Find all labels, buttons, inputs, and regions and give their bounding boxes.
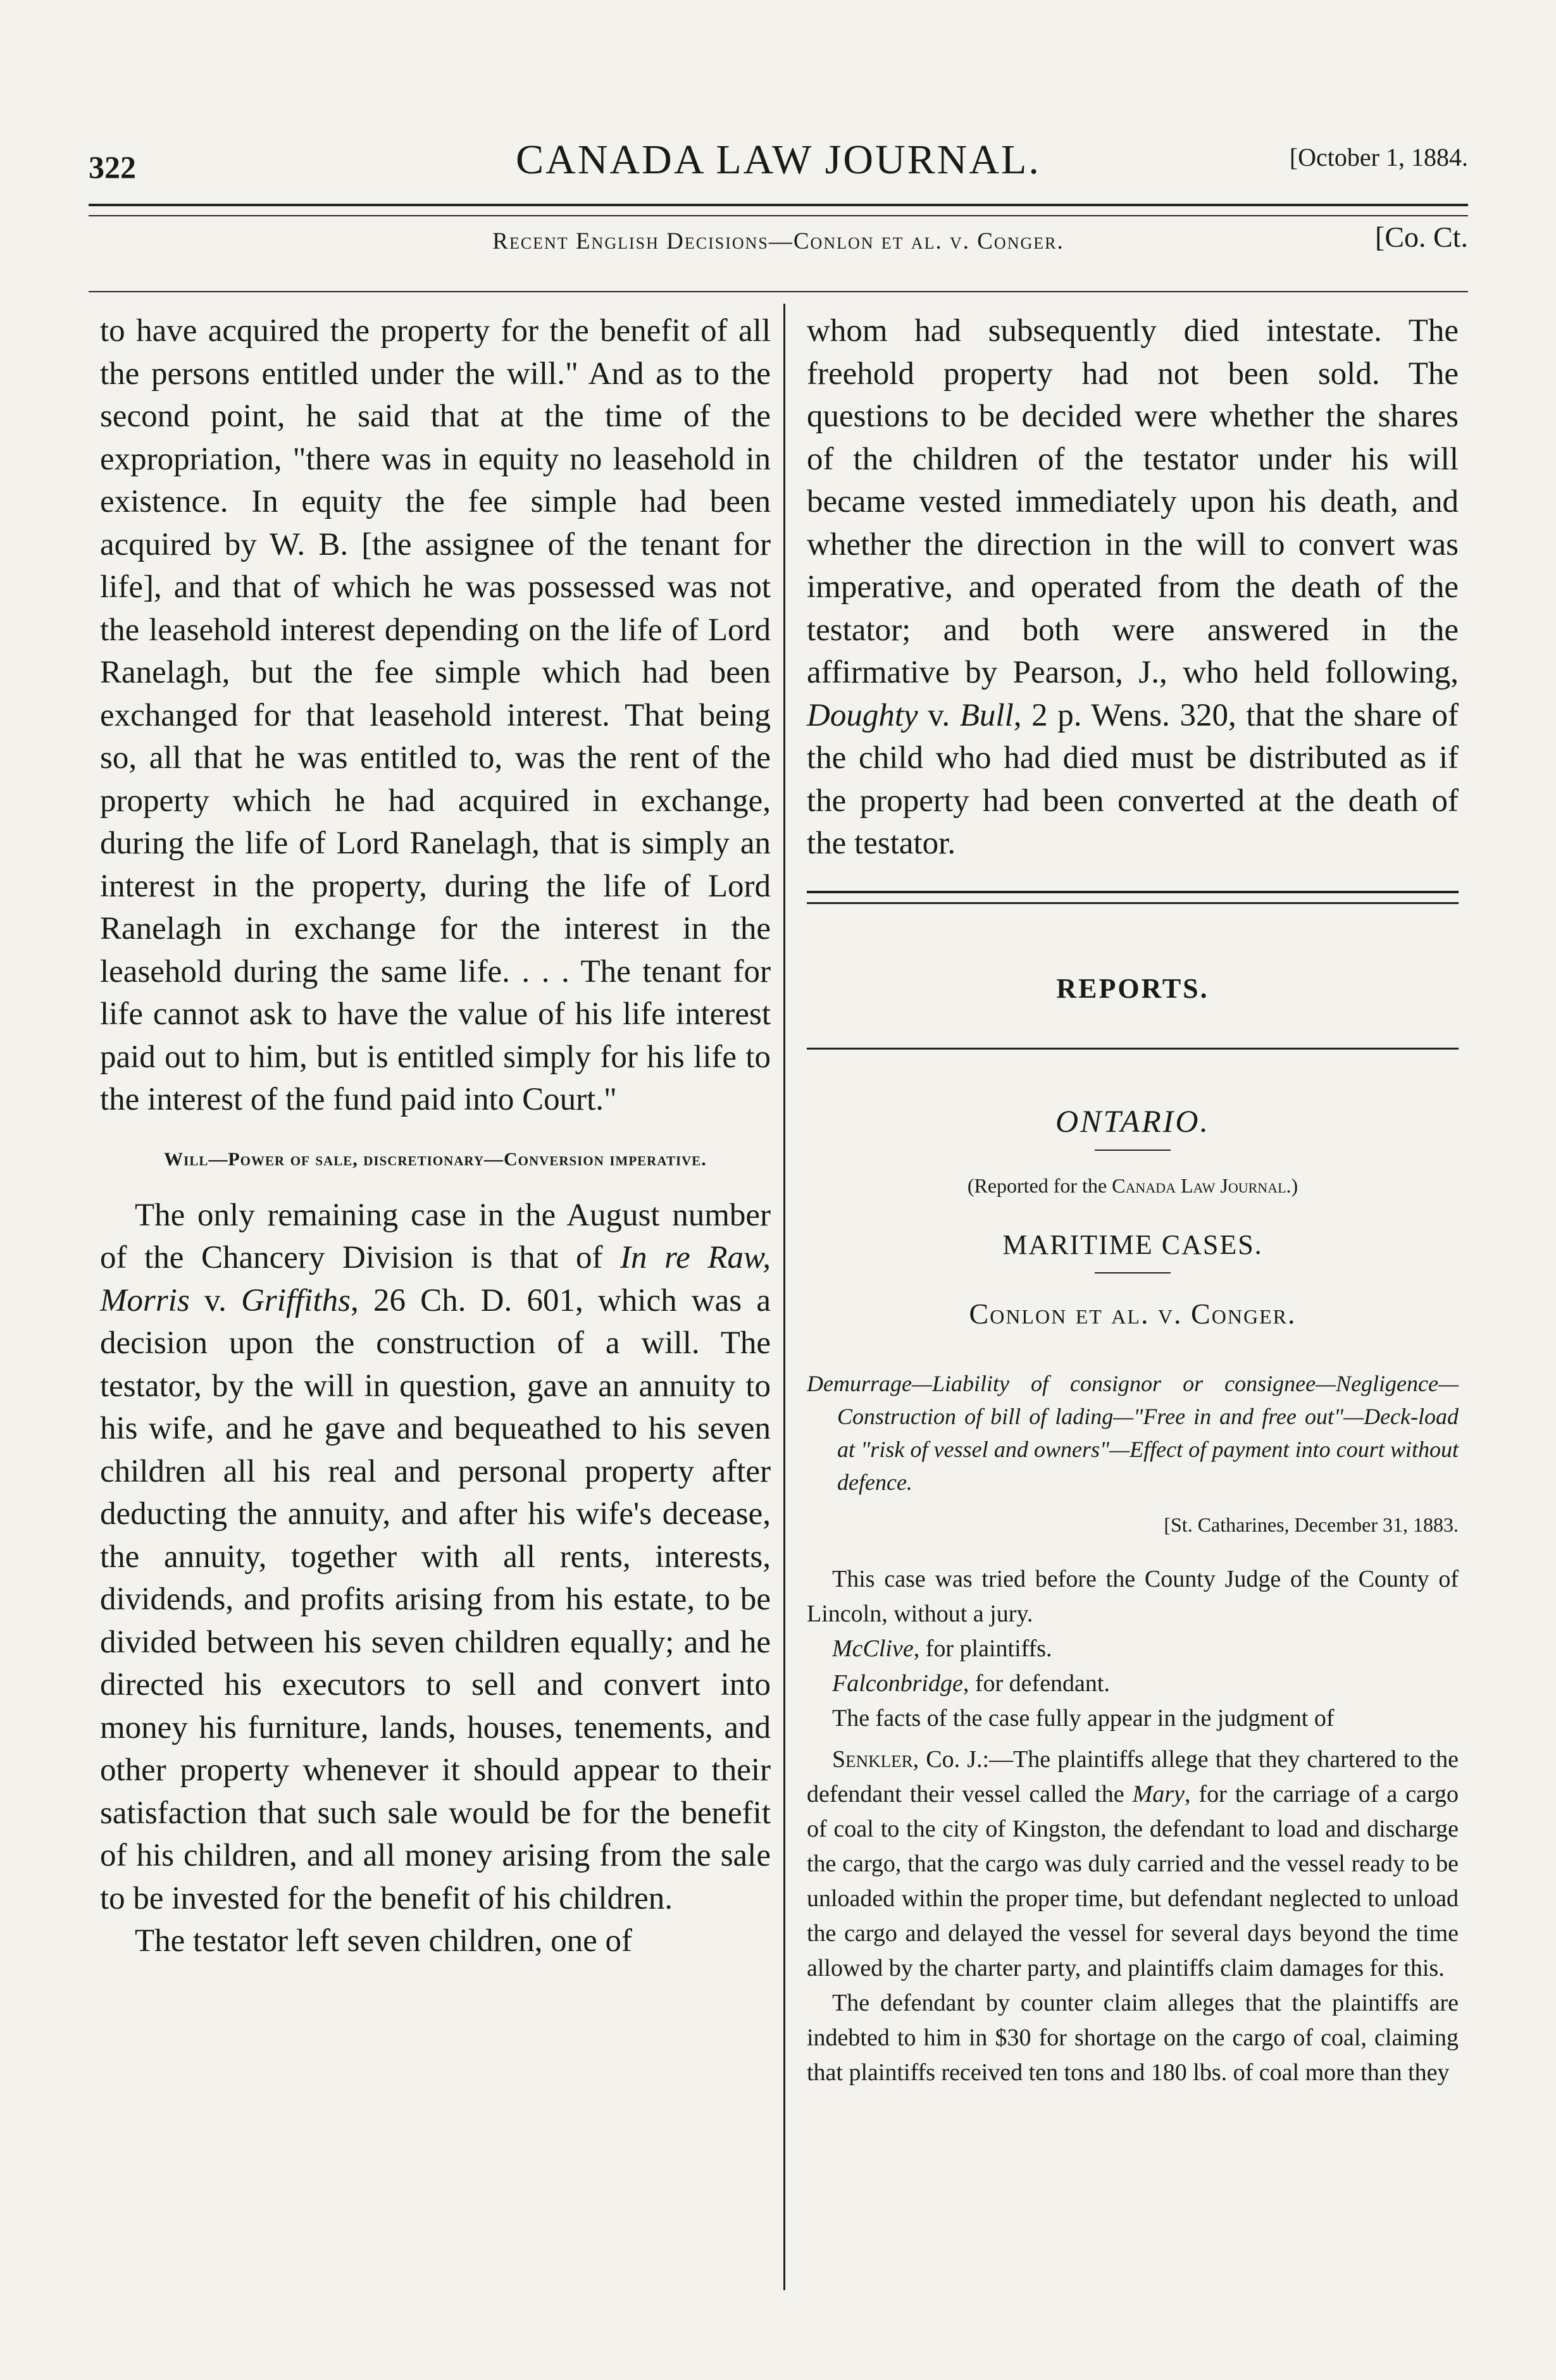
short-rule: [1095, 1272, 1171, 1274]
headnote: Demurrage—Liability of consignor or consignee—Negligence—Construction of bill of lading—"Free in and free out"—Deck-load at "risk of vessel and owners"—Effect of payment into court without defence.: [807, 1370, 1459, 1495]
judge-name: Senkler: [832, 1746, 913, 1773]
case-name: Conlon et al. v. Conger.: [969, 1298, 1297, 1330]
report-paragraph-1: This case was tried before the County Judge of the County of Lincoln, without a jury.: [807, 1566, 1459, 1627]
case-citation: Doughty: [807, 697, 918, 733]
left-column: [100, 310, 771, 1963]
text-run: .): [1286, 1174, 1298, 1197]
reports-rule: [807, 1048, 1459, 1050]
report-paragraph-3: The defendant by counter claim alleges that the plaintiffs are indebted to him in $30 for shortage on the cargo of coal, claiming that plaintiffs received ten tons and 180 lbs. of coal more than they: [807, 1990, 1459, 2086]
reported-note: [807, 1173, 1459, 1198]
text-run: whom had subsequently died intestate. The freehold property had not been sold. The questions to be decided were whether the shares of the children of the testator under his will became vested immediately upon his death, and whether the direction in the will to convert was imperative, and operated from the death of the testator; and both were answered in the affirmative by Pearson, J., who held following,: [807, 313, 1459, 690]
running-head: [89, 221, 1468, 266]
reports-heading: REPORTS.: [1056, 972, 1209, 1004]
text-run: , for defendant.: [962, 1670, 1110, 1697]
left-paragraph-1: to have acquired the property for the benefit of all the persons entitled under the will." And as to the second point, he said that at the time of the expropriation, "there was in equity no leasehold in existence. In equity the fee simple had been acquired by W. B. [the assignee of the tenant for life], and that of which he was possessed was not the leasehold interest depending on the life of Lord Ranelagh, but the fee simple which had been exchanged for that leasehold interest. That being so, all that he was entitled to, was the rent of the property which he had acquired in exchange, during the life of Lord Ranelagh, that is simply an interest in the property, during the life of Lord Ranelagh in exchange for the interest in the leasehold during the same life. . . . The tenant for life cannot ask to have the value of his life interest paid out to him, but is entitled simply for his life to the interest of the fund paid into Court.": [100, 313, 771, 1117]
right-column: [807, 310, 1459, 2090]
section-heading: Will—Power of sale, discretionary—Conversion imperative.: [164, 1148, 707, 1170]
text-run: , Co. J.:—The plaintiffs allege that they chartered to the defendant their vessel called the: [807, 1746, 1459, 1807]
left-paragraph-2: [100, 1194, 771, 1921]
text-run: , for the carriage of a cargo of coal to the city of Kingston, the defendant to load and discharge the cargo, that the cargo was duly carried and the vessel ready to be unloaded within the proper time, but defendant neglected to unload the cargo and delayed the vessel for several days beyond the time allowed by the charter party, and plaintiffs claim damages for this.: [807, 1781, 1459, 1981]
journal-name: Canada Law Journal: [1112, 1174, 1286, 1197]
counsel-name: McClive: [832, 1635, 914, 1662]
case-citation: Bull: [959, 697, 1014, 733]
text-run: v.: [918, 697, 960, 733]
right-paragraph-1: [807, 310, 1459, 865]
case-citation: In re Raw, Morris: [100, 1240, 771, 1318]
journal-title: CANADA LAW JOURNAL.: [516, 137, 1041, 183]
text-run: v.: [189, 1282, 242, 1318]
text-run: (Reported for the: [967, 1174, 1112, 1197]
counsel-defendant: [807, 1666, 1459, 1701]
counsel-plaintiffs: [807, 1632, 1459, 1666]
page-header: [89, 130, 1468, 193]
section-double-rule: [807, 891, 1459, 904]
text-run: , 26 Ch. D. 601, which was a decision upon the construction of a will. The testator, by the will in question, gave an annuity to his wife, and he gave and bequeathed to his seven children all his real and personal property after deducting the annuity, and after his wife's decease, the annuity, together with all rents, interests, dividends, and profits arising from his estate, to be divided between his seven children equally; and he directed his executors to sell and convert into money his furniture, lands, houses, tenements, and other property whenever it should appear to their satisfaction that such sale would be for the benefit of his children, and all money arising from the sale to be invested for the benefit of his children.: [100, 1282, 771, 1916]
text-run: The only remaining case in the August number of the Chancery Division is that of: [100, 1197, 771, 1275]
text-run: , 2 p. Wens. 320, that the share of the child who had died must be distributed as if the property had been converted at the death of the testator.: [807, 697, 1459, 861]
header-rule-top: [89, 204, 1468, 206]
short-rule: [1095, 1150, 1171, 1151]
vessel-name: Mary: [1132, 1781, 1185, 1807]
page-number: 322: [89, 149, 136, 185]
text-run: , for plaintiffs.: [913, 1635, 1052, 1662]
court-tag: [Co. Ct.: [1375, 221, 1468, 253]
series-heading: MARITIME CASES.: [1002, 1229, 1263, 1260]
judgment-paragraph: [807, 1742, 1459, 1986]
issue-date: [October 1, 1884.: [1289, 143, 1468, 171]
case-citation: Griffiths: [241, 1282, 351, 1318]
running-head-rule: [89, 291, 1468, 292]
running-title: Recent English Decisions—Conlon et al. v. Conger.: [492, 228, 1064, 254]
counsel-name: Falconbridge: [832, 1670, 963, 1697]
court-date: [St. Catharines, December 31, 1883.: [1164, 1513, 1459, 1536]
report-body: [807, 1562, 1459, 2090]
column-divider: [783, 304, 785, 2290]
province-heading: ONTARIO.: [1055, 1103, 1210, 1139]
left-paragraph-3: The testator left seven children, one of: [135, 1923, 632, 1959]
report-paragraph-2: The facts of the case fully appear in the judgment of: [832, 1705, 1335, 1732]
header-rule-bottom: [89, 215, 1468, 216]
